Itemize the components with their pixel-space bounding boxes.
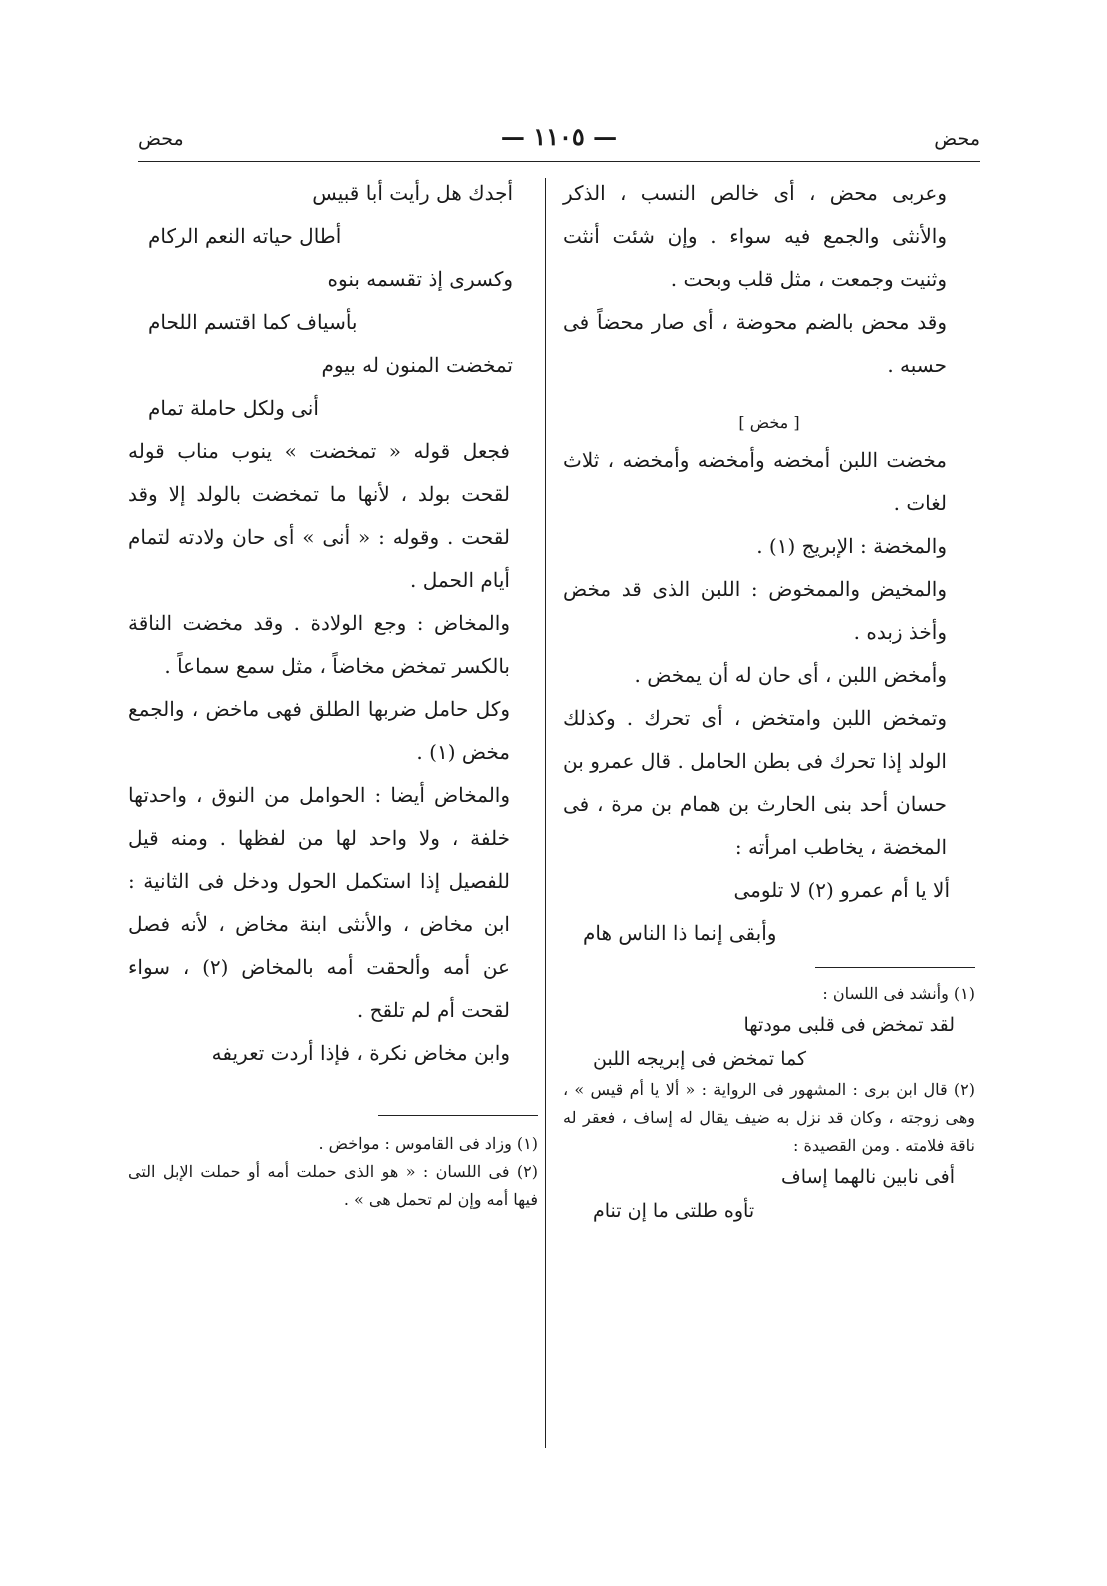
column-divider	[545, 178, 546, 1448]
verse-hemistich: تمخضت المنون له بيوم	[321, 353, 513, 377]
paragraph: والمخاض أيضا : الحوامل من النوق ، واحدتها خلفة ، ولا واحد لها من لفظها . ومنه قيل للفصيل إذا استكمل الحول ودخل فى الثانية : ابن مخاض ، والأنثى ابنة مخاض ، لأنه فصل عن أمه وألحقت أمه بالمخاض (٢) ، سواء لقحت أم لم تلقح .	[128, 783, 510, 1022]
page-number: — ١١٠٥ —	[500, 122, 618, 151]
paragraph: والمخاض : وجع الولادة . وقد مخضت الناقة بالكسر تمخض مخاضاً ، مثل سمع سماعاً .	[128, 611, 510, 678]
header-keyword-left: محض	[138, 128, 184, 150]
paragraph: وابن مخاض نكرة ، فإذا أردت تعريفه	[211, 1041, 510, 1065]
verse-hemistich: ألا يا أم عمرو (٢) لا تلومى	[733, 878, 950, 902]
paragraph: والمخضة : الإبريج (١) .	[756, 534, 947, 558]
verse-hemistich: وأبقى إنما ذا الناس هام	[583, 921, 777, 945]
verse-hemistich: وكسرى إذ تقسمه بنوه	[327, 267, 513, 291]
footnote: (١) وزاد فى القاموس : مواخض .	[318, 1134, 538, 1153]
paragraph: فجعل قوله « تمخضت » ينوب مناب قوله لقحت بولد ، لأنها ما تمخضت بالولد إلا وقد لقحت . وقوله : « أنى » أى حان ولادته لتمام أيام الحمل .	[128, 439, 510, 592]
verse	[563, 869, 975, 955]
verse	[128, 172, 538, 258]
header-keyword-right: محض	[934, 128, 980, 150]
paragraph: والمخيض والممخوض : اللبن الذى قد مخض وأخذ زبده .	[563, 577, 947, 644]
footnote: (٢) قال ابن برى : المشهور فى الرواية : « ألا يا أم قيس » ، وهى زوجته ، وكان قد نزل به ضيف يقال له إساف ، فعقر له ناقة فلامته . ومن القصيدة :	[563, 1080, 975, 1155]
paragraph: وأمخض اللبن ، أى حان له أن يمخض .	[634, 663, 947, 687]
header-rule	[138, 161, 980, 162]
verse-hemistich: أفى نابين نالهما إساف	[781, 1166, 955, 1188]
paragraph: وتمخض اللبن وامتخض ، أى تحرك . وكذلك الولد إذا تحرك فى بطن الحامل . قال عمرو بن حسان أحد بنى الحارث بن همام بن مرة ، فى المخضة ، يخاطب امرأته :	[563, 706, 947, 859]
left-column	[128, 172, 538, 1214]
verse	[128, 258, 538, 344]
verse-hemistich: بأسياف كما اقتسم اللحام	[148, 310, 358, 334]
verse-hemistich: كما تمخض فى إبريجه اللبن	[593, 1048, 807, 1070]
footnote: (١) وأنشد فى اللسان :	[822, 984, 975, 1003]
right-column	[563, 172, 975, 1228]
verse-hemistich: لقد تمخض فى قلبى مودتها	[743, 1014, 955, 1036]
footnote-rule	[378, 1115, 538, 1116]
verse-hemistich: أجدك هل رأيت أبا قبيس	[312, 181, 513, 205]
page-header	[138, 118, 980, 158]
entry-heading: [ مخض ]	[738, 413, 800, 432]
paragraph: وكل حامل ضربها الطلق فهى ماخض ، والجمع مخض (١) .	[128, 697, 510, 764]
verse-hemistich: أطال حياته النعم الركام	[148, 224, 342, 248]
paragraph: وقد محض بالضم محوضة ، أى صار محضاً فى حسبه .	[563, 310, 947, 377]
footnote-verse	[563, 1008, 975, 1076]
verse-hemistich: تأوه طلتى ما إن تنام	[593, 1200, 755, 1222]
footnote-rule	[815, 967, 975, 968]
verse-hemistich: أنى ولكل حاملة تمام	[148, 396, 319, 420]
verse	[128, 344, 538, 430]
paragraph: مخضت اللبن أمخضه وأمخضه وأمخضه ، ثلاث لغات .	[563, 448, 947, 515]
footnote: (٢) فى اللسان : « هو الذى حملت أمه أو حملت الإبل التى فيها أمه وإن لم تحمل هى » .	[128, 1162, 538, 1209]
footnote-verse	[563, 1160, 975, 1228]
paragraph: وعربى محض ، أى خالص النسب ، الذكر والأنثى والجمع فيه سواء . وإن شئت أنثت وثنيت وجمعت ، مثل قلب وبحت .	[563, 181, 947, 291]
